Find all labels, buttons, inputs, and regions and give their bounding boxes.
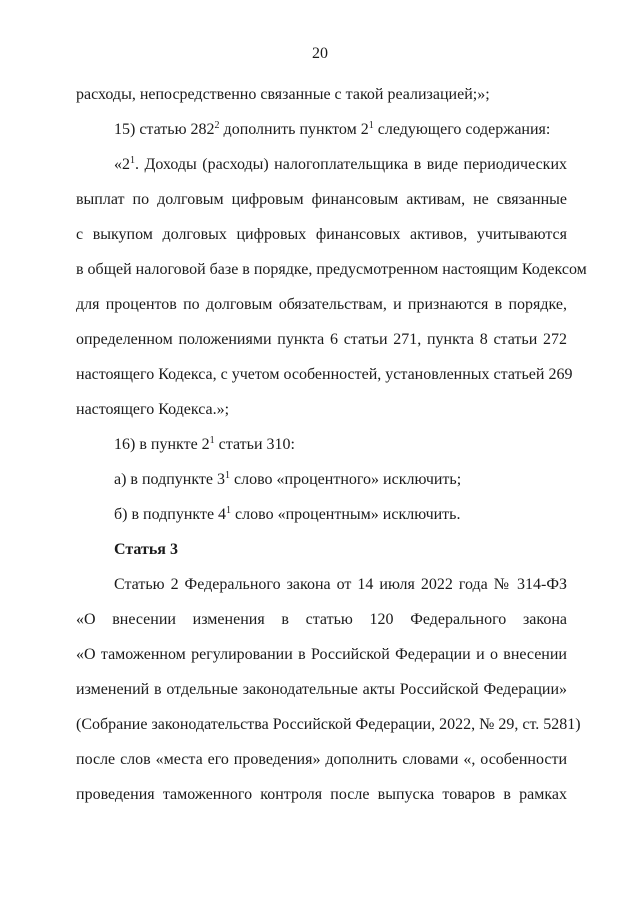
text-line [76,750,567,770]
text-line [76,85,567,105]
line-text: Статью 2 Федерального закона от 14 июля 2022 года № 314-ФЗ [114,576,567,593]
line-text: 15) статью 282 [114,121,215,138]
line-text: следующего содержания: [373,121,551,138]
line-text: настоящего Кодекса.»; [76,401,230,418]
line-text: определенном положениями пункта 6 статьи 271, пункта 8 статьи 272 [76,331,567,348]
line-text: 16) в пункте 2 [114,436,210,453]
line-text: расходы, непосредственно связанные с такой реализацией;»; [76,86,490,103]
line-text: в общей налоговой базе в порядке, предусмотренном настоящим Кодексом [76,261,587,278]
article-paragraph-line [114,575,567,595]
text-line [76,225,567,245]
text-line [76,365,573,385]
line-text: . Доходы (расходы) налогоплательщика в виде периодических [135,156,567,173]
superscript: 1 [226,505,232,516]
line-text: слово «процентного» исключить; [230,471,462,488]
line-text: проведения таможенного контроля после выпуска товаров в рамках [76,786,567,803]
line-text: с выкупом долговых цифровых финансовых активов, учитываются [76,226,567,243]
sub-item-a [114,470,567,490]
text-line [76,400,567,420]
text-line [76,190,567,210]
superscript: 1 [130,155,135,166]
text-line [76,715,581,735]
line-text: (Собрание законодательства Российской Федерации, 2022, № 29, ст. 5281) [76,716,581,733]
text-line [76,645,567,665]
line-text: «О таможенном регулировании в Российской Федерации и о внесении [76,646,567,663]
line-text: Статья 3 [114,541,178,558]
superscript: 1 [225,470,231,481]
text-line [76,260,587,280]
text-line [76,785,567,805]
text-line [76,330,567,350]
text-line [76,295,567,315]
line-text: настоящего Кодекса, с учетом особенностей, установленных статьей 269 [76,366,573,383]
text-line [76,610,567,630]
line-text: «2 [114,156,130,173]
line-text: для процентов по долговым обязательствам, и признаются в порядке, [76,296,567,313]
line-text: а) в подпункте 3 [114,471,226,488]
list-item-16 [114,435,567,455]
superscript: 2 [214,120,220,131]
article-heading [114,540,567,560]
line-text: после слов «места его проведения» дополнить словами «, особенности [76,751,567,768]
line-text: дополнить пунктом 2 [219,121,369,138]
sub-item-b [114,505,567,525]
list-item-15 [114,120,567,140]
page-number: 20 [312,45,328,62]
line-text: изменений в отдельные законодательные акты Российской Федерации» [76,681,567,698]
line-text: б) в подпункте 4 [114,506,227,523]
line-text: «О внесении изменения в статью 120 Федерального закона [76,611,567,628]
superscript: 1 [368,120,374,131]
line-text: слово «процентным» исключить. [231,506,461,523]
superscript: 1 [209,435,215,446]
line-text: статьи 310: [214,436,295,453]
line-text: выплат по долговым цифровым финансовым активам, не связанные [76,191,567,208]
quoted-paragraph-line [114,155,567,175]
text-line [76,680,567,700]
